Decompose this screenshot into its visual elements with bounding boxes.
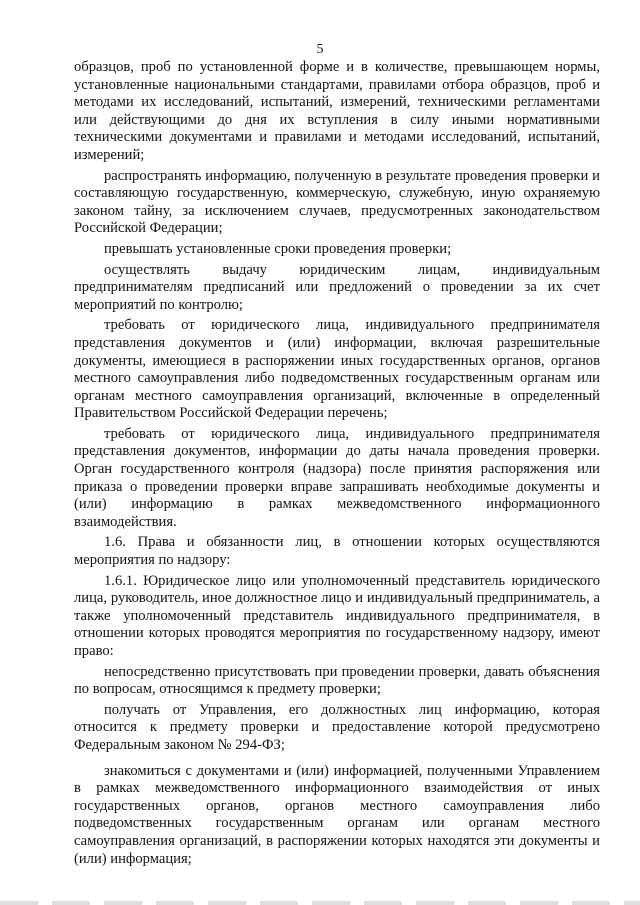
section-heading-1-6-1: 1.6.1. Юридическое лицо или уполномоченный представитель юридического лица, руководитель, иное должностное лицо и индивидуальный предприниматель, а также уполномоченный представитель индивидуального предпринимателя, в отношении которых проводятся мероприятия по государственному надзору, имеют право: [74, 572, 600, 659]
document-body [74, 59, 600, 868]
paragraph-require-before-start: требовать от юридического лица, индивидуального предпринимателя представления документов, информации до даты начала проведения проверки. Орган государственного контроля (надзора) после принятия распоряжения или приказа о проведении проверки вправе запрашивать необходимые документы и (или) информацию в рамках межведомственного информационного взаимодействия. [74, 425, 600, 530]
paragraph-exceed-deadlines: превышать установленные сроки проведения проверки; [104, 240, 452, 257]
page-number: 5 [316, 42, 324, 57]
paragraph-sample-collection: образцов, проб по установленной форме и в количестве, превышающем нормы, установленные национальными стандартами, правилами отбора образцов, проб и методами их исследований, испытаний, измерений, техническими регламентами или действующими до дня их вступления в силу иными нормативными техническими документами и правилами и методами исследований, испытаний, измерений; [74, 59, 600, 163]
paragraph-issue-orders: осуществлять выдачу юридическим лицам, индивидуальным предпринимателям предписаний или предложений о проведении за их счет мероприятий по контролю; [74, 261, 600, 313]
paragraph-require-documents: требовать от юридического лица, индивидуального предпринимателя представления документов и (или) информации, включая разрешительные документы, имеющиеся в распоряжении иных государственных органов, органов местного самоуправления либо подведомственных государственным органам или органам местного самоуправления организаций, включенные в определенный Правительством Российской Федерации перечень; [74, 317, 600, 422]
paragraph-disclose-information: распространять информацию, полученную в результате проведения проверки и составляющую государственную, коммерческую, служебную, иную охраняемую законом тайну, за исключением случаев, предусмотренных законодательством Российской Федерации; [74, 167, 600, 237]
scan-bottom-edge [0, 901, 640, 905]
paragraph-right-attend: непосредственно присутствовать при проведении проверки, давать объяснения по вопросам, относящимся к предмету проверки; [74, 663, 600, 698]
section-heading-1-6: 1.6. Права и обязанности лиц, в отношении которых осуществляются мероприятия по надзору: [74, 534, 600, 569]
paragraph-right-receive-info: получать от Управления, его должностных лиц информацию, которая относится к предмету проверки и предоставление которой предусмотрено Федеральным законом № 294-ФЗ; [74, 701, 600, 753]
paragraph-right-review-documents: знакомиться с документами и (или) информацией, полученными Управлением в рамках межведомственного информационного взаимодействия от иных государственных органов, органов местного самоуправления либо подведомственных государственным органам или органам местного самоуправления организаций, в распоряжении которых находятся эти документы и (или) информация; [74, 762, 600, 867]
